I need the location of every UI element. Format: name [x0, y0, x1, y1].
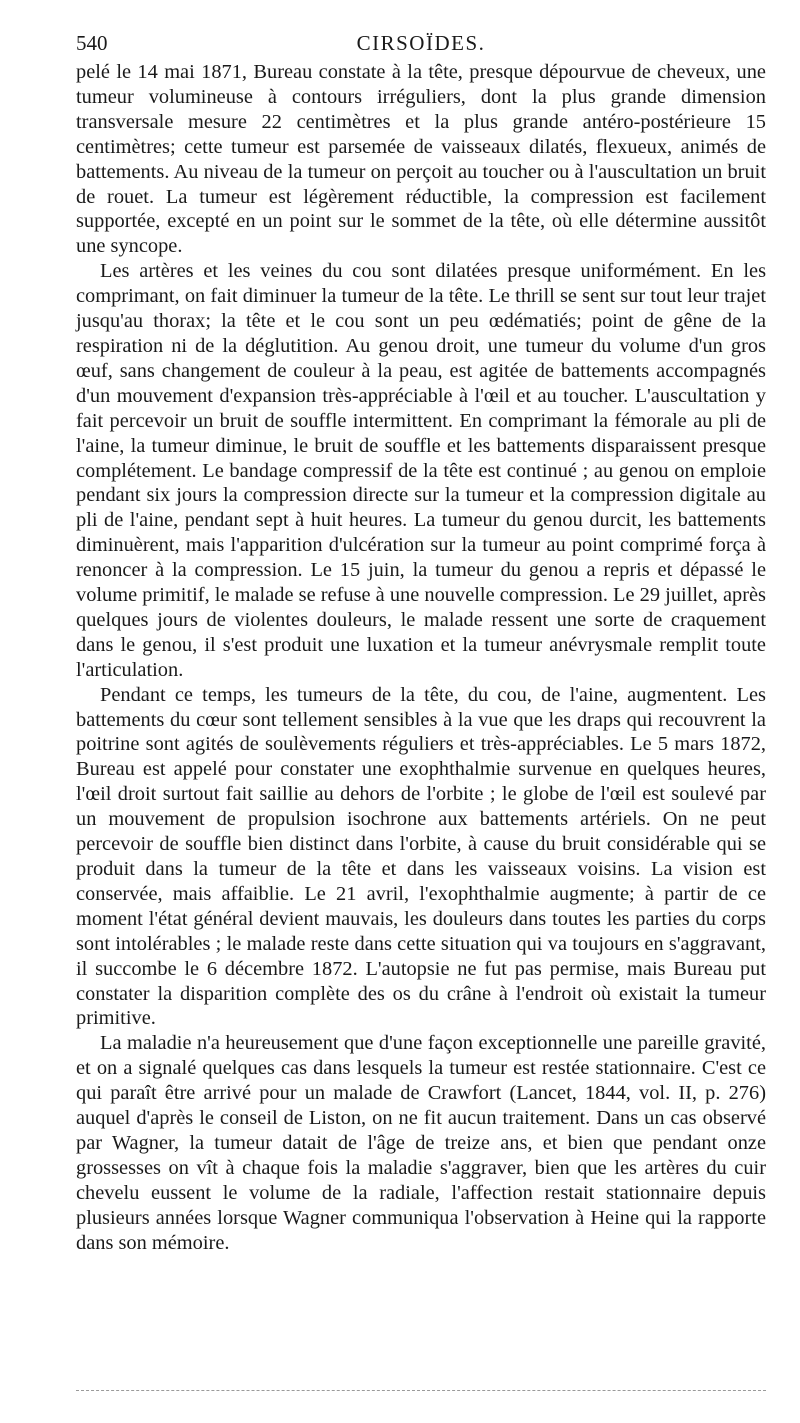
running-head: [76, 28, 766, 58]
paragraph-4: La maladie n'a heureusement que d'une façon exceptionnelle une pareille gravité, et on a signalé quelques cas dans lesquels la tumeur est restée stationnaire. C'est ce qui paraît être arrivé pour un malade de Crawfort (Lancet, 1844, vol. II, p. 276) auquel d'après le conseil de Liston, on ne fit aucun traitement. Dans un cas observé par Wagner, la tumeur datait de l'âge de treize ans, et bien que pendant onze grossesses on vît à chaque fois la maladie s'aggraver, bien que les artères du cuir chevelu eussent le volume de la radiale, l'affection restait stationnaire depuis plusieurs années lorsque Wagner communiqua l'observation à Heine qui la rapporte dans son mémoire.: [76, 1032, 766, 1254]
running-title: CIRSOÏDES.: [356, 31, 486, 55]
body-text: [76, 60, 766, 1256]
page-number: 540: [76, 31, 108, 55]
paragraph-3: Pendant ce temps, les tumeurs de la tête, du cou, de l'aine, augmentent. Les battements du cœur sont tellement sensibles à la vue que les draps qui recouvrent la poitrine sont agités de soulèvements réguliers et très-appréciables. Le 5 mars 1872, Bureau est appelé pour constater une exophthalmie survenue en quelques heures, l'œil droit surtout fait saillie au dehors de l'orbite ; le globe de l'œil est soulevé par un mouvement de propulsion isochrone aux battements artériels. On ne peut percevoir de souffle bien distinct dans l'orbite, à cause du bruit considérable qui se produit dans la tumeur de la tête et dans les vaisseaux voisins. La vision est conservée, mais affaiblie. Le 21 avril, l'exophthalmie augmente; à partir de ce moment l'état général devient mauvais, les douleurs dans toutes les parties du corps sont intolérables ; le malade reste dans cette situation qui va toujours en s'aggravant, il succombe le 6 décembre 1872. L'autopsie ne fut pas permise, mais Bureau put constater la disparition complète des os du crâne à l'endroit où existait la tumeur primitive.: [76, 683, 766, 1030]
paragraph-1: pelé le 14 mai 1871, Bureau constate à la tête, presque dépourvue de cheveux, une tumeur volumineuse à contours irréguliers, dont la plus grande dimension transversale mesure 22 centimètres et la plus grande antéro-postérieure 15 centimètres; cette tumeur est parsemée de vaisseaux dilatés, flexueux, animés de battements. Au niveau de la tumeur on perçoit au toucher ou à l'auscultation un bruit de rouet. La tumeur est légèrement réductible, la compression est facilement supportée, excepté en un point sur le sommet de la tête, où elle détermine aussitôt une syncope.: [76, 61, 766, 258]
paragraph-2: Les artères et les veines du cou sont dilatées presque uniformément. En les comprimant, on fait diminuer la tumeur de la tête. Le thrill se sent sur tout leur trajet jusqu'au thorax; la tête et le cou sont un peu œdématiés; point de gêne de la respiration ni de la déglutition. Au genou droit, une tumeur du volume d'un gros œuf, sans changement de couleur à la peau, est agitée de battements accompagnés d'un mouvement d'expansion très-appréciable à l'œil et au toucher. L'auscultation y fait percevoir un bruit de souffle intermittent. En comprimant la fémorale au pli de l'aine, la tumeur diminue, le bruit de souffle et les battements disparaissent presque complétement. Le bandage compressif de la tête est continué ; au genou on emploie pendant six jours la compression directe sur la tumeur et la compression digitale au pli de l'aine, pendant sept à huit heures. La tumeur du genou durcit, les battements diminuèrent, mais l'apparition d'ulcération sur la tumeur au point comprimé força à renoncer à la compression. Le 15 juin, la tumeur du genou a repris et dépassé le volume primitif, le malade se refuse à une nouvelle compression. Le 29 juillet, après quelques jours de violentes douleurs, le malade ressent une sorte de craquement dans le genou, il s'est produit une luxation et la tumeur anévrysmale remplit toute l'articulation.: [76, 260, 766, 681]
page: [76, 28, 766, 1256]
footer-rule: [76, 1390, 766, 1391]
